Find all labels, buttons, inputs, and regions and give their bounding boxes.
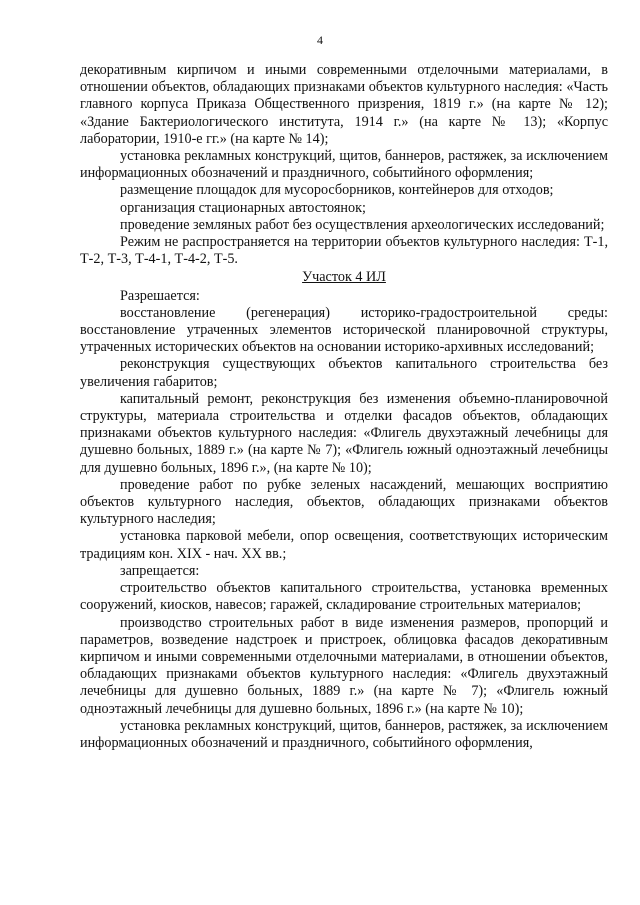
page-number: 4 xyxy=(317,33,323,47)
paragraph-building-works-ban: производство строительных работ в виде изменения размеров, пропорций и параметров, возведение надстроек и пристроек, облицовка фасадов декоративным кирпичом и иными современными отделочными материалами, в отношении объектов, обладающих признаками объектов культурного наследия: «Флигель двухэтажный лечебницы для душевно больных, 1889 г.» (на карте № 7); «Флигель южный одноэтажный лечебницы для душевно больных, 1896 г.» (на карте № 10); xyxy=(80,614,608,717)
paragraph-capital-repair: капитальный ремонт, реконструкция без изменения объемно-планировочной структуры, материала строительства и отделки фасадов объектов, обладающих признаками объектов культурного наследия: «Флигель двухэтажный лечебницы для душевно больных, 1889 г.» (на карте № 7); «Флигель южный одноэтажный лечебницы для душевно больных, 1896 г.», (на карте № 10); xyxy=(80,390,608,476)
paragraph-reconstruction: реконструкция существующих объектов капитального строительства без увеличения габаритов; xyxy=(80,356,608,390)
paragraph-continuation-cladding-restriction: декоративным кирпичом и иными современными отделочными материалами, в отношении объектов, обладающих признаками объектов культурного наследия: «Часть главного корпуса Приказа Общественного призрения, 1819 г.» (на карте № 12); «Здание Бактериологического института, 1914 г.» (на карте № 13); «Корпус лаборатории, 1910-е гг.» (на карте № 14); xyxy=(80,62,608,147)
paragraph-construction-ban: строительство объектов капитального строительства, установка временных сооружений, киосков, навесов; гаражей, складирование строительных материалов; xyxy=(80,580,608,614)
paragraph-advertising-ban: установка рекламных конструкций, щитов, баннеров, растяжек, за исключением информационных обозначений и праздничного, событийного оформления; xyxy=(80,148,608,182)
document-body xyxy=(80,62,608,752)
section-heading-plot-4: Участок 4 ИЛ xyxy=(302,269,386,286)
paragraph-regeneration: восстановление (регенерация) историко-градостроительной среды: восстановление утраченных элементов исторической планировочной структуры, утраченных исторических объектов на основании историко-архивных исследований; xyxy=(80,304,608,356)
paragraph-regime-exclusion: Режим не распространяется на территории объектов культурного наследия: Т-1, Т-2, Т-3, Т-4-1, Т-4-2, Т-5. xyxy=(80,234,608,268)
paragraph-tree-felling: проведение работ по рубке зеленых насаждений, мешающих восприятию объектов культурного наследия, объектов, обладающих признаками объектов культурного наследия; xyxy=(80,476,608,528)
paragraph-park-furniture: установка парковой мебели, опор освещения, соответствующих историческим традициям кон. XIX - нач. XX вв.; xyxy=(80,528,608,562)
paragraph-waste-sites-ban: размещение площадок для мусоросборников, контейнеров для отходов; xyxy=(120,182,554,199)
paragraph-prohibited-label: запрещается: xyxy=(120,562,200,579)
paragraph-earthworks-ban: проведение земляных работ без осуществления археологических исследований; xyxy=(120,216,605,233)
paragraph-permitted-label: Разрешается: xyxy=(120,287,200,304)
paragraph-advertising-ban-2: установка рекламных конструкций, щитов, баннеров, растяжек, за исключением информационных обозначений и праздничного, событийного оформления, xyxy=(80,717,608,751)
paragraph-parking-ban: организация стационарных автостоянок; xyxy=(120,199,366,216)
